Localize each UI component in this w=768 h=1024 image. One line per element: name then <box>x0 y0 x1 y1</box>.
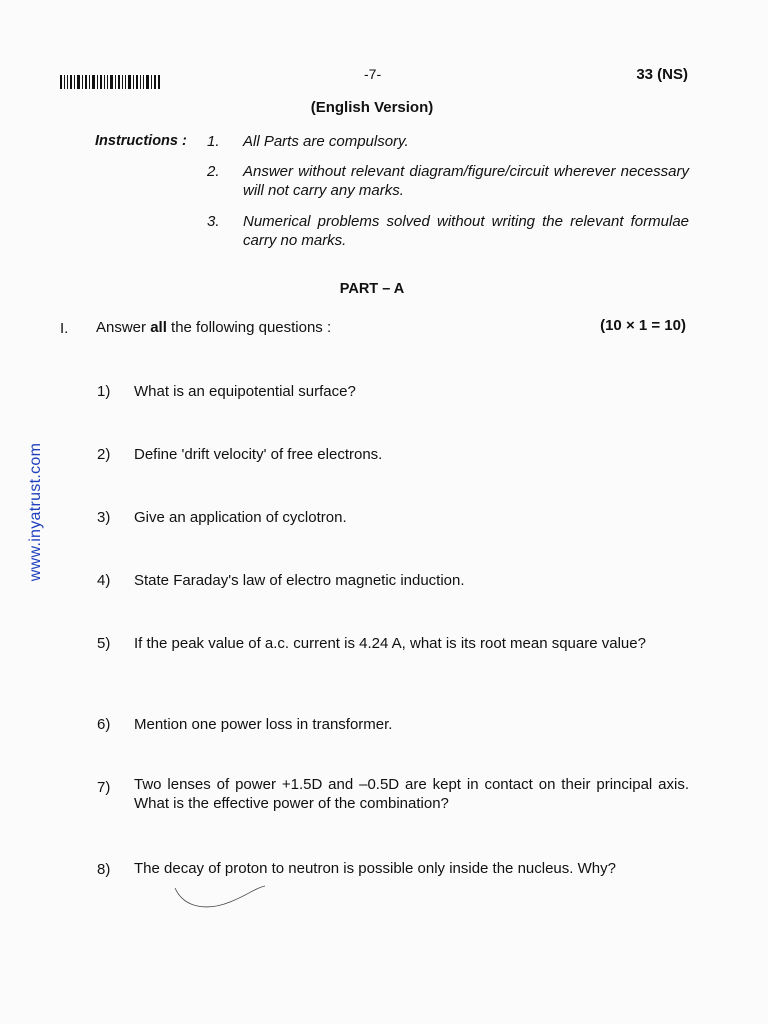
section-suffix: the following questions : <box>166 319 332 336</box>
instruction-text: All Parts are compulsory. <box>243 133 409 150</box>
question-number: 2) <box>97 446 111 463</box>
question-number: 7) <box>97 779 111 796</box>
page-number: -7- <box>364 66 382 82</box>
question-text: Give an application of cyclotron. <box>134 509 347 526</box>
instruction-text: Answer without relevant diagram/figure/circuit wherever necessary will not carry any marks. <box>243 163 689 199</box>
question-number: 1) <box>97 383 111 400</box>
instructions-label: Instructions : <box>95 133 187 149</box>
instruction-number: 2. <box>207 163 220 180</box>
section-marks: (10 × 1 = 10) <box>600 317 686 334</box>
section-number: I. <box>60 320 69 337</box>
section-bold-word: all <box>150 319 167 336</box>
section-instruction <box>96 319 331 336</box>
question-text: State Faraday's law of electro magnetic induction. <box>134 572 465 589</box>
instruction-number: 3. <box>207 213 220 230</box>
question-text: Two lenses of power +1.5D and –0.5D are kept in contact on their principal axis. What is the effective power of the combination? <box>134 776 689 812</box>
barcode <box>60 75 162 89</box>
question-number: 5) <box>97 635 111 652</box>
watermark-link[interactable]: www.inyatrust.com <box>27 442 44 582</box>
question-text: Mention one power loss in transformer. <box>134 716 393 733</box>
question-number: 6) <box>97 716 111 733</box>
question-number: 4) <box>97 572 111 589</box>
question-text: If the peak value of a.c. current is 4.24 A, what is its root mean square value? <box>134 635 646 652</box>
pen-squiggle <box>170 880 270 915</box>
section-prefix: Answer <box>96 319 151 336</box>
question-number: 8) <box>97 861 111 878</box>
question-number: 3) <box>97 509 111 526</box>
instruction-number: 1. <box>207 133 220 150</box>
part-title: PART – A <box>339 281 405 297</box>
question-text: The decay of proton to neutron is possible only inside the nucleus. Why? <box>134 860 616 877</box>
question-text: What is an equipotential surface? <box>134 383 356 400</box>
version-title: (English Version) <box>310 99 434 116</box>
paper-code: 33 (NS) <box>636 66 688 83</box>
instruction-text: Numerical problems solved without writing the relevant formulae carry no marks. <box>243 213 689 249</box>
question-text: Define 'drift velocity' of free electrons. <box>134 446 383 463</box>
